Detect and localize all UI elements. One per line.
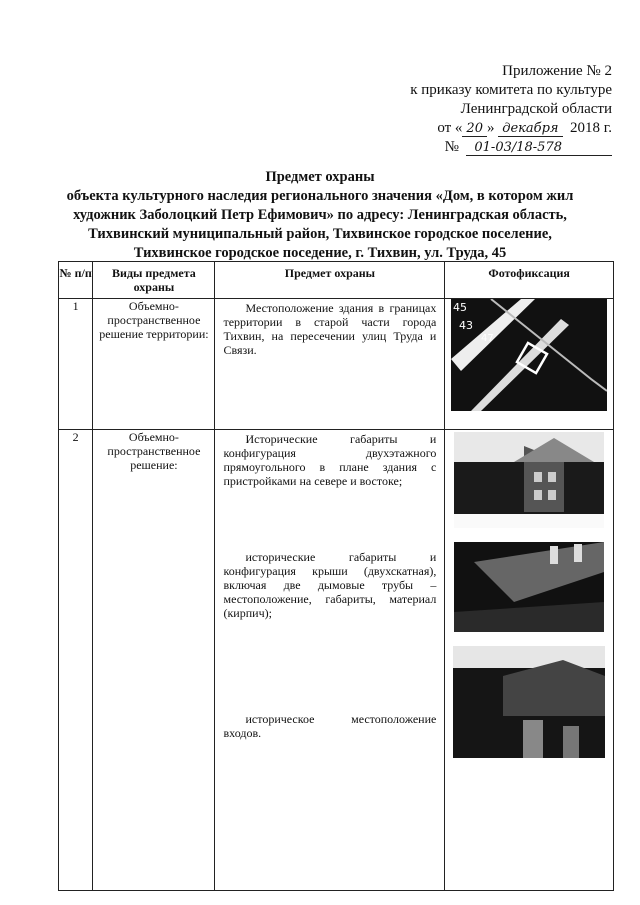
table-header-row (59, 262, 614, 299)
appendix-line: к приказу комитета по культуре (410, 82, 612, 98)
document-title (40, 168, 600, 263)
site-map-photo (451, 299, 607, 411)
number-value: 01-03/18-578 (466, 141, 612, 156)
title-line: Тихвинское городское поседение, г. Тихвин, ул. Труда, 45 (133, 245, 507, 261)
row-kind: Объемно-пространственное решение: (93, 430, 215, 891)
header-kind: Виды предмета охраны (93, 262, 215, 299)
row-photo (445, 299, 614, 430)
row-num: 1 (59, 299, 93, 430)
subject-item: Местоположение здания в границах территории в старой части города Тихвин, на пересечении улиц Труда и Связи. (223, 301, 437, 357)
date-day: 20 (462, 122, 487, 137)
table-row (59, 299, 614, 430)
date-month: декабря (498, 122, 562, 137)
date-mid: » (486, 120, 495, 136)
map-label: 45 (453, 301, 468, 314)
subject-item: исторические габариты и конфигурация крыши (двухскатная), включая две дымовые трубы – местоположение, габариты, материал (кирпич); (223, 550, 437, 620)
appendix-line: Ленинградской области (460, 101, 612, 117)
entrance-photo (453, 646, 605, 770)
map-label: 43 (459, 319, 474, 332)
title-line: художник Заболоцкий Петр Ефимович» по адресу: Ленинградская область, (73, 207, 567, 223)
date-year: 2018 г. (570, 120, 612, 136)
table-row (59, 430, 614, 891)
row-num: 2 (59, 430, 93, 891)
order-date (380, 119, 612, 138)
header-photo: Фотофиксация (445, 262, 614, 299)
order-number (380, 138, 612, 157)
subject-item: историческое местоположение входов. (223, 712, 437, 740)
house-facade-photo (454, 432, 604, 528)
title-line: объекта культурного наследия регионального значения «Дом, в котором жил (66, 188, 574, 204)
protection-table (58, 261, 614, 891)
subject-item: Исторические габариты и конфигурация двухэтажного прямоугольного в плане здания с пристройками на севере и востоке; (223, 432, 437, 488)
row-subject (215, 430, 445, 891)
title-line: Тихвинский муниципальный район, Тихвинское городское поселение, (88, 226, 552, 242)
appendix-block (380, 62, 612, 157)
number-prefix: № (444, 139, 459, 155)
row-photo (445, 430, 614, 891)
roof-photo (454, 542, 604, 632)
appendix-line: Приложение № 2 (502, 63, 612, 79)
map-label: 47 (481, 333, 494, 344)
title-line: Предмет охраны (265, 169, 375, 185)
header-num: № п/п (59, 262, 93, 299)
row-kind: Объемно-пространственное решение территории: (93, 299, 215, 430)
header-subject: Предмет охраны (215, 262, 445, 299)
date-prefix: от « (437, 120, 463, 136)
row-subject (215, 299, 445, 430)
